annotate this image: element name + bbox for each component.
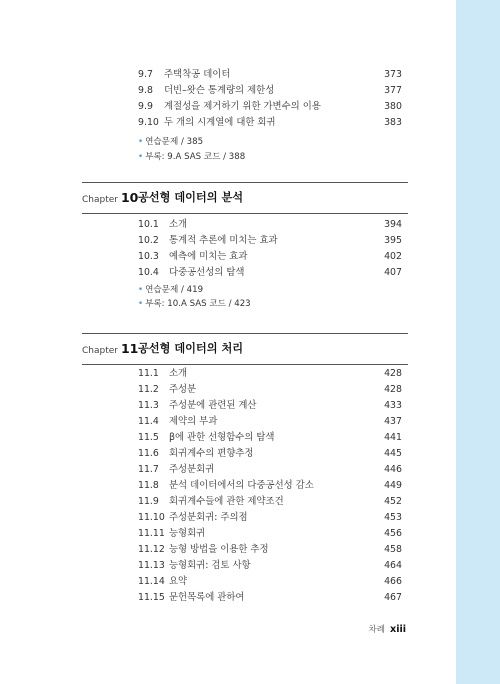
toc-entry[interactable]: [138, 83, 402, 99]
entry-title: 주성분회귀: 주의점: [169, 512, 248, 523]
toc-entry[interactable]: [138, 265, 402, 281]
entry-title: 회귀계수들에 관한 제약조건: [169, 496, 284, 507]
toc-entry[interactable]: [138, 217, 402, 233]
entry-page: 445: [384, 448, 402, 459]
entry-number: 11.6: [138, 448, 159, 459]
entry-title: 다중공선성의 탐색: [169, 267, 245, 278]
entry-number: 11.3: [138, 400, 159, 411]
toc-entry[interactable]: [138, 382, 402, 398]
chapter-title: 공선형 데이터의 처리: [138, 342, 244, 355]
bullet-icon: •: [138, 152, 144, 162]
toc-entry[interactable]: [138, 478, 402, 494]
entry-number: 11.8: [138, 480, 159, 491]
chapter-number: 11: [120, 341, 139, 356]
appendix-link[interactable]: [138, 297, 251, 311]
entry-number: 9.7: [138, 69, 153, 80]
bullet-text: 부록: 9.A SAS 코드 / 388: [145, 152, 246, 162]
toc-entry[interactable]: [138, 494, 402, 510]
entry-page: 377: [384, 85, 402, 96]
entry-page: 428: [384, 368, 402, 379]
toc-entry[interactable]: [138, 526, 402, 542]
entry-title: 통계적 추론에 미치는 효과: [169, 235, 278, 246]
entry-number: 11.7: [138, 464, 159, 475]
bullet-text: 연습문제 / 385: [145, 137, 204, 147]
entry-number: 10.3: [138, 251, 159, 262]
entry-number: 11.10: [138, 512, 165, 523]
entry-number: 9.9: [138, 101, 153, 112]
entry-page: 467: [384, 592, 402, 603]
entry-page: 466: [384, 576, 402, 587]
entry-number: 11.13: [138, 560, 165, 571]
toc-entry[interactable]: [138, 542, 402, 558]
entry-title: 문헌목록에 관하여: [169, 592, 245, 603]
toc-entry[interactable]: [138, 398, 402, 414]
bullet-icon: •: [138, 299, 144, 309]
bullet-text: 연습문제 / 419: [145, 285, 204, 295]
entry-title: 소개: [169, 368, 188, 379]
entry-title: 두 개의 시계열에 대한 회귀: [164, 117, 276, 128]
entry-page: 373: [384, 69, 402, 80]
toc-entry[interactable]: [138, 574, 402, 590]
entry-page: 402: [384, 251, 402, 262]
entry-number: 11.4: [138, 416, 159, 427]
entry-page: 464: [384, 560, 402, 571]
toc-entry[interactable]: [138, 366, 402, 382]
entry-title: 예측에 미치는 효과: [169, 251, 248, 262]
exercises-link[interactable]: [138, 283, 203, 297]
bullet-icon: •: [138, 285, 144, 295]
entry-number: 11.12: [138, 544, 165, 555]
entry-number: 11.14: [138, 576, 165, 587]
entry-page: 441: [384, 432, 402, 443]
toc-entry[interactable]: [138, 446, 402, 462]
entry-title: β에 관한 선형함수의 탐색: [169, 432, 275, 443]
entry-page: 380: [384, 101, 402, 112]
entry-page: 452: [384, 496, 402, 507]
toc-entry[interactable]: [138, 67, 402, 83]
toc-entry[interactable]: [138, 430, 402, 446]
entry-title: 분석 데이터에서의 다중공선성 감소: [169, 480, 314, 491]
entry-number: 11.2: [138, 384, 159, 395]
entry-number: 9.10: [138, 117, 159, 128]
chapter-label: Chapter 10: [82, 190, 139, 205]
side-tab-band: [456, 0, 500, 684]
entry-title: 제약의 부과: [169, 416, 218, 427]
entry-title: 능형회귀: 검토 사항: [169, 560, 251, 571]
entry-number: 11.9: [138, 496, 159, 507]
entry-page: 456: [384, 528, 402, 539]
chapter-title: 공선형 데이터의 분석: [138, 191, 244, 204]
entry-page: 446: [384, 464, 402, 475]
toc-entry[interactable]: [138, 558, 402, 574]
entry-title: 요약: [169, 576, 188, 587]
entry-number: 10.1: [138, 219, 159, 230]
chapter-label: Chapter 11: [82, 341, 139, 356]
entry-page: 395: [384, 235, 402, 246]
entry-title: 회귀계수의 편향추정: [169, 448, 254, 459]
entry-title: 능형 방법을 이용한 추정: [169, 544, 269, 555]
footer-page-number: xiii: [390, 624, 407, 635]
chapter-11-heading[interactable]: [82, 333, 408, 365]
entry-page: 449: [384, 480, 402, 491]
toc-entry[interactable]: [138, 590, 402, 606]
entry-title: 주성분: [169, 384, 197, 395]
appendix-link[interactable]: [138, 150, 245, 164]
entry-number: 11.1: [138, 368, 159, 379]
toc-entry[interactable]: [138, 414, 402, 430]
entry-page: 428: [384, 384, 402, 395]
entry-title: 능형회귀: [169, 528, 206, 539]
entry-number: 11.5: [138, 432, 159, 443]
entry-title: 소개: [169, 219, 188, 230]
footer-label: 차례: [368, 625, 385, 635]
entry-page: 383: [384, 117, 402, 128]
entry-number: 11.15: [138, 592, 165, 603]
toc-entry[interactable]: [138, 462, 402, 478]
entry-title: 주성분에 관련된 계산: [169, 400, 257, 411]
entry-page: 437: [384, 416, 402, 427]
chapter-10-heading[interactable]: [82, 182, 408, 214]
toc-entry[interactable]: [138, 249, 402, 265]
entry-page: 453: [384, 512, 402, 523]
entry-number: 9.8: [138, 85, 153, 96]
entry-page: 394: [384, 219, 402, 230]
entry-title: 더빈–왓슨 통계량의 제한성: [164, 85, 275, 96]
exercises-link[interactable]: [138, 135, 203, 149]
entry-number: 11.11: [138, 528, 165, 539]
entry-title: 주성분회귀: [169, 464, 215, 475]
entry-title: 주택착공 데이터: [164, 69, 231, 80]
toc-entry[interactable]: [138, 115, 402, 131]
toc-entry[interactable]: [138, 233, 402, 249]
toc-entry[interactable]: [138, 99, 402, 115]
entry-title: 계절성을 제거하기 위한 가변수의 이용: [164, 101, 321, 112]
bullet-text: 부록: 10.A SAS 코드 / 423: [145, 299, 251, 309]
entry-page: 433: [384, 400, 402, 411]
toc-entry[interactable]: [138, 510, 402, 526]
chapter-number: 10: [120, 190, 139, 205]
bullet-icon: •: [138, 137, 144, 147]
entry-number: 10.4: [138, 267, 159, 278]
entry-page: 407: [384, 267, 402, 278]
entry-page: 458: [384, 544, 402, 555]
entry-number: 10.2: [138, 235, 159, 246]
